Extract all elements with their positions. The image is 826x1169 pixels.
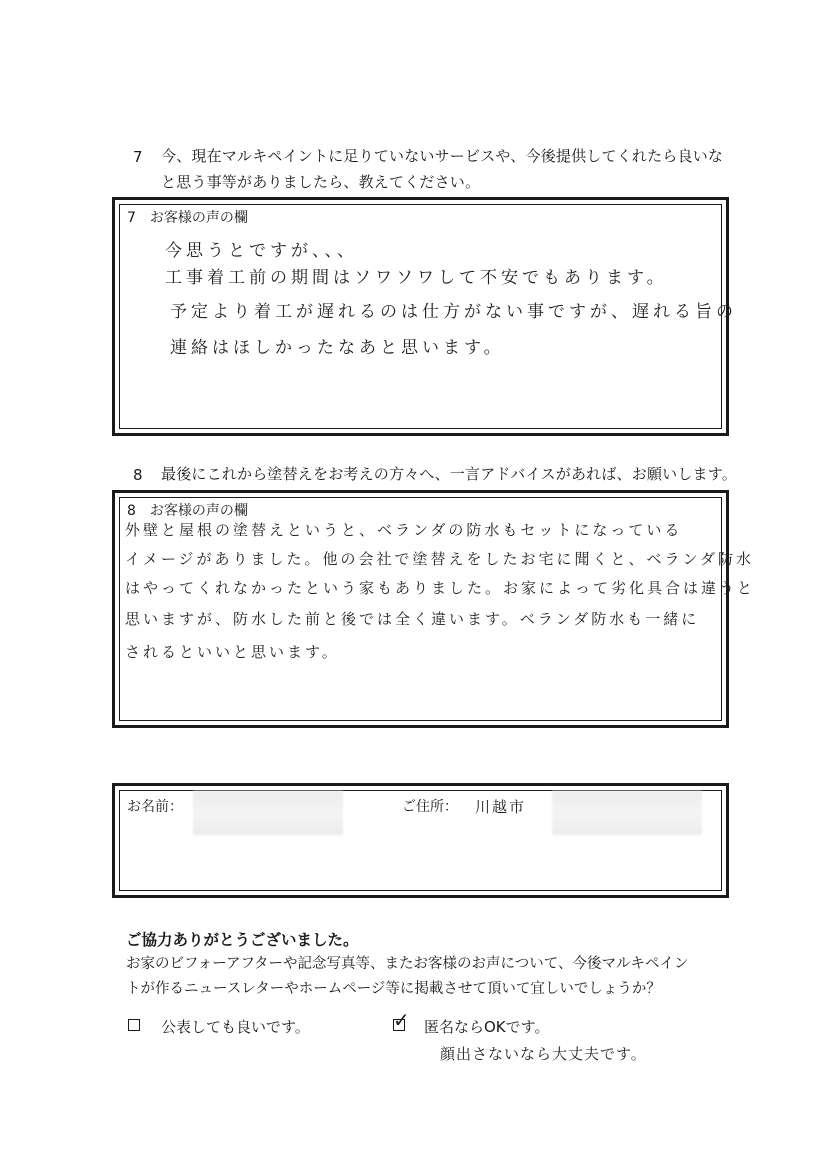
q8-answer-line-4: 思いますが、防水した前と後では全く違います。ベランダ防水も一緒に [125, 610, 700, 628]
address-redacted [552, 791, 702, 835]
public-ok-checkbox[interactable] [128, 1019, 140, 1031]
question-8-box-label: 8 お客様の声の欄 [127, 503, 248, 519]
question-7-text-line2: と思う事等がありましたら、教えてください。 [161, 173, 481, 191]
question-7-number: 7 [133, 148, 143, 166]
name-redacted [193, 791, 343, 835]
q7-answer-line-1: 今思うとですが、、、 [165, 241, 358, 261]
anonymous-note: 顔出さないなら大丈夫です。 [440, 1045, 647, 1063]
thanks-heading: ご協力ありがとうございました。 [126, 931, 359, 949]
contact-box [112, 783, 729, 898]
q7-answer-line-4: 連絡はほしかったなあと思います。 [170, 338, 505, 358]
q7-answer-line-2: 工事着工前の期間はソワソワして不安でもあります。 [165, 268, 668, 288]
q8-answer-line-3: はやってくれなかったという家もありました。お家によって劣化具合は違うと [125, 579, 756, 597]
closing-text-line2: トが作るニュースレターやホームページ等に掲載させて頂いて宜しいでしょうか？ [126, 981, 661, 997]
address-label: ご住所： [402, 799, 458, 815]
public-ok-label: 公表しても良いです。 [161, 1018, 310, 1036]
question-7-answer-box [112, 197, 737, 436]
name-label: お名前： [127, 799, 183, 815]
q7-answer-line-3: 予定より着工が遅れるのは仕方がない事ですが、遅れる旨の [170, 302, 737, 322]
question-7-box-label: 7 お客様の声の欄 [127, 210, 248, 226]
anonymous-ok-label: 匿名ならOKです。 [424, 1018, 550, 1036]
q8-answer-line-1: 外壁と屋根の塗替えというと、ベランダの防水もセットになっている [125, 521, 683, 539]
question-8-text: 最後にこれから塗替えをお考えの方々へ、一言アドバイスがあれば、お願いします。 [161, 465, 737, 483]
address-value: 川越市 [475, 798, 527, 816]
checkmark-icon: ✓ [393, 1008, 410, 1032]
q8-answer-line-5: されるといいと思います。 [125, 643, 340, 661]
question-8-number: 8 [133, 466, 143, 484]
closing-text-line1: お家のビフォーアフターや記念写真等、またお客様のお声について、今後マルキペイン [126, 956, 689, 972]
q8-answer-line-2: イメージがありました。他の会社で塗替えをしたお宅に聞くと、ベランダ防水 [125, 550, 754, 568]
question-7-text-line1: 今、現在マルキペイントに足りていないサービスや、今後提供してくれたら良いな [161, 147, 724, 165]
question-8-answer-box [112, 490, 756, 728]
